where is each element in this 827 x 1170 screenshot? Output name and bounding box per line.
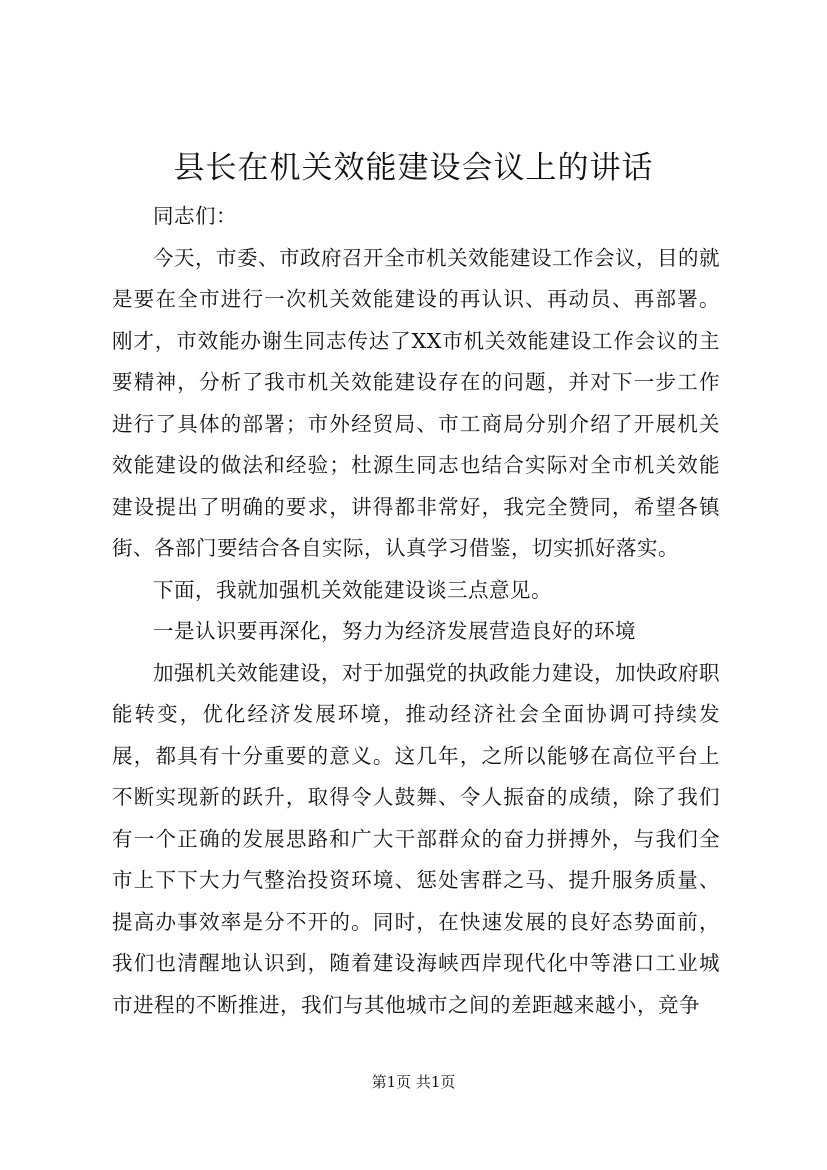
- paragraph-section-1: 加强机关效能建设，对于加强党的执政能力建设，加快政府职能转变，优化经济发展环境，推动经济社会全面协调可持续发展，都具有十分重要的意义。这几年，之所以能够在高位平台上不断实现新的跃升，取得令人鼓舞、令人振奋的成绩，除了我们有一个正确的发展思路和广大干部群众的奋力拼搏外，与我们全市上下下大力气整治投资环境、惩处害群之马、提升服务质量、提高办事效率是分不开的。同时，在快速发展的良好态势面前，我们也清醒地认识到，随着建设海峡西岸现代化中等港口工业城市进程的不断推进，我们与其他城市之间的差距越来越小，竞争: [112, 660, 720, 1017]
- paragraph-intro: 下面，我就加强机关效能建设谈三点意见。: [153, 577, 552, 602]
- document-title: 县长在机关效能建设会议上的讲话: [173, 150, 654, 186]
- paragraph-opening: 今天，市委、市政府召开全市机关效能建设工作会议，目的就是要在全市进行一次机关效能建设的再认识、再动员、再部署。刚才，市效能办谢生同志传达了XX市机关效能建设工作会议的主要精神，分析了我市机关效能建设存在的问题，并对下一步工作进行了具体的部署；市外经贸局、市工商局分别介绍了开展机关效能建设的做法和经验；杜源生同志也结合实际对全市机关效能建设提出了明确的要求，讲得都非常好，我完全赞同，希望各镇街、各部门要结合各自实际，认真学习借鉴，切实抓好落实。: [112, 245, 720, 560]
- section-heading-1: 一是认识要再深化，努力为经济发展营造良好的环境: [153, 619, 636, 643]
- salutation: 同志们：: [153, 204, 237, 228]
- page-number-footer: 第1页 共1页: [371, 1073, 456, 1091]
- document-body: [112, 196, 720, 1026]
